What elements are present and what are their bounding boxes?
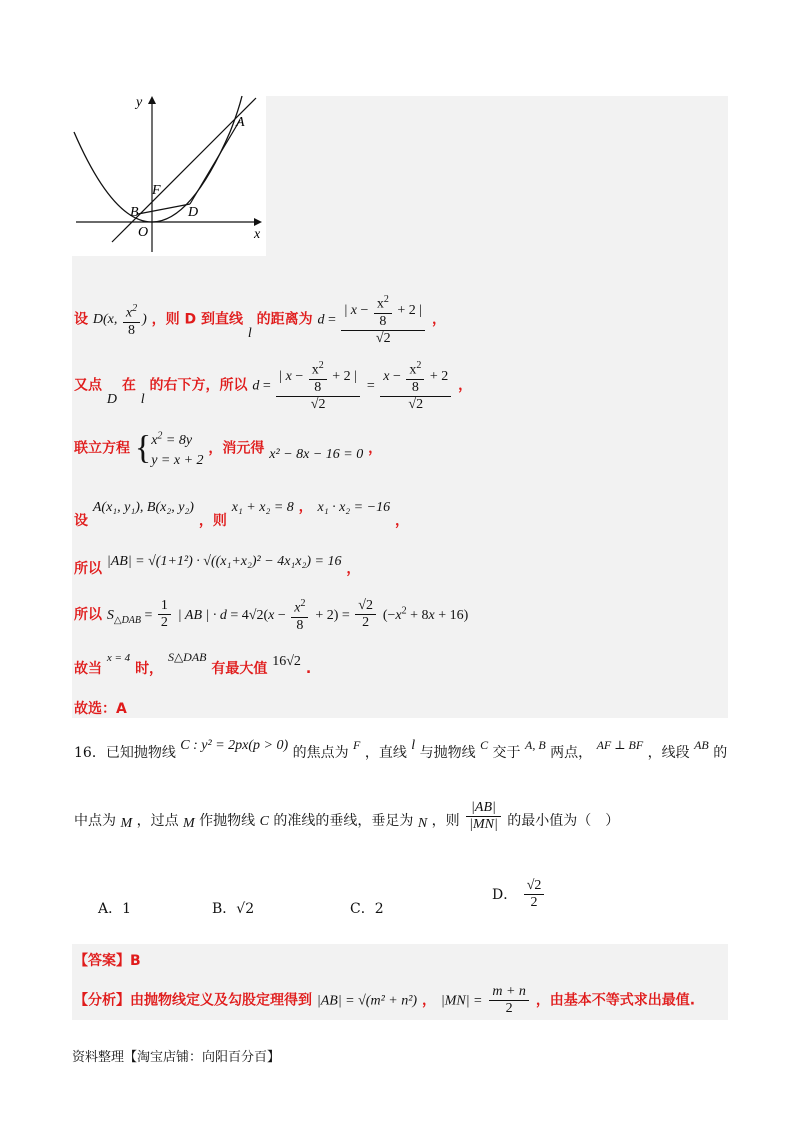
solution-line-3: 联立方程 {$x^2 = 8y$ y = x + 2 ，消元得 x² − 8x − 16 = 0 ， [74, 429, 383, 468]
option-b[interactable]: B．√2 [212, 901, 255, 917]
option-a[interactable]: A．1 [98, 901, 132, 917]
option-d[interactable]: D． $\frac{√2}{2}$ [492, 878, 546, 911]
label-B: B [130, 205, 139, 220]
footer-note: 资料整理【淘宝店铺：向阳百分百】 [72, 1050, 281, 1065]
label-F: F [152, 183, 161, 198]
analysis-line: 【分析】由抛物线定义及勾股定理得到 |AB| = √(m² + n²) ， |MN| = $\frac{m + n}{2}$ ，由基本不等式求出最值. [74, 984, 696, 1016]
solution-answer: 故选：A [74, 701, 127, 717]
label-y: y [136, 95, 143, 110]
solution-line-5: 所以 |AB| = √(1+1²) · √((x₁+x₂)² − 4x₁x₂) = 16 ， [74, 554, 361, 577]
question-16-line-2: 中点为 M ，过点 M 作抛物线 C 的准线的垂线，垂足为 N ，则 $\frac{|AB|}{|MN|}$ 的最小值为（ ） [74, 800, 620, 832]
label-D: D [188, 205, 199, 220]
label-O: O [138, 225, 149, 240]
question-16-line-1: 16．已知抛物线 C : y² = 2px(p > 0) 的焦点为 F ，直线 l 与抛物线 C 交于 A, B 两点， AF ⊥ BF ，线段 AB 的 [74, 738, 728, 761]
label-A: A [236, 115, 245, 130]
solution-line-1: 设 D(x, $\frac{x^2}{8}$ ) ，则 D 到直线 l 的距离为 d = | x − $\frac{x^2}{8}$ + 2 | √2 ， [74, 294, 446, 346]
solution-line-4: 设 A(x₁, y₁), B(x₂, y₂) ，则 x₁ + x₂ = 8 ， x₁ · x₂ = −16 ， [74, 499, 409, 529]
option-c[interactable]: C．2 [350, 901, 384, 917]
label-x: x [254, 227, 261, 242]
solution-line-2: 又点 D 在 l 的右下方，所以 d = | x − $\frac{x^2}{8}$ + 2 | √2 = x − $\frac{x^2}{8}$ + 2 √2 ， [74, 360, 473, 412]
solution-line-7: 故当 $^{x = 4}$ 时， S△DAB 有最大值 16√2 . [74, 650, 312, 677]
parabola-graph [72, 92, 266, 256]
solution-line-6: 所以 $S_{\triangle DAB}$ = $\frac{1}{2}$ | AB | · d = 4√2(x − $\frac{x^2}{8}$ + 2) = $\frac{√2}{2}$ $(-x^2 + 8x + 16)$ [74, 598, 469, 633]
answer-label: 【答案】B [74, 953, 141, 969]
